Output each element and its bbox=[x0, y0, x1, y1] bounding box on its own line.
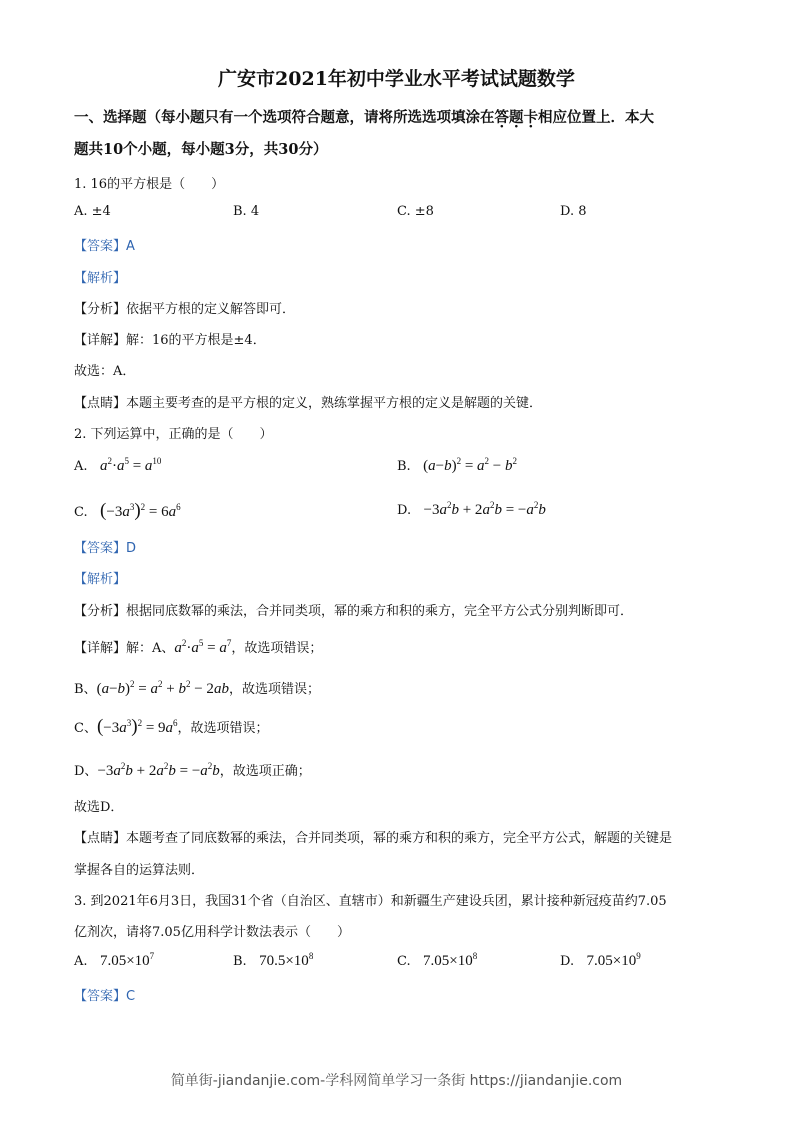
footer-watermark: 简单街-jiandanjie.com-学科网简单学习一条街 https://jiandanjie.com bbox=[170, 1073, 623, 1089]
q1-option-b: B. 4 bbox=[233, 204, 260, 219]
q2-xiangjie-c bbox=[74, 716, 269, 738]
q2-xiangjie-b-formula: $(a-b)^2 = a^2 + b^2 - 2ab$ bbox=[96, 679, 229, 697]
q2-dianjing-line1: 【点睛】本题考查了同底数幂的乘法，合并同类项，幂的乘方和积的乘方，完全平方公式，解题的关键是 bbox=[74, 831, 673, 846]
option-label: C. bbox=[397, 954, 411, 969]
answer-value: A bbox=[126, 239, 135, 254]
q3-option-c bbox=[397, 953, 477, 970]
q1-dianjing: 【点睛】本题主要考查的是平方根的定义，熟练掌握平方根的定义是解题的关键． bbox=[74, 396, 543, 411]
q2-option-a-formula: $a^2\cdot a^5 = a^{10}$ bbox=[99, 456, 162, 474]
line-prefix: C、 bbox=[74, 721, 97, 736]
q3-option-b bbox=[233, 953, 313, 970]
q1-answer bbox=[74, 235, 135, 254]
q3-stem-line1: 3. 到2021年6月3日，我国31个省（自治区、直辖市）和新疆生产建设兵团，累计接种新冠疫苗约7.05 bbox=[74, 894, 667, 909]
q2-option-c bbox=[74, 500, 181, 522]
answer-value: D bbox=[126, 541, 137, 556]
xiangjie-prefix: 【详解】解：A、 bbox=[74, 641, 175, 656]
q1-stem: 1. 16的平方根是（ ） bbox=[74, 177, 225, 192]
emphasis-char: 题 bbox=[509, 109, 524, 126]
q2-option-d-formula: $-3a^2b + 2a^2b = -a^2b$ bbox=[423, 500, 546, 518]
line-suffix: ，故选项错误； bbox=[231, 641, 323, 656]
q2-guxuan: 故选D． bbox=[74, 800, 124, 815]
q1-option-c: C. ±8 bbox=[397, 204, 434, 219]
emphasis-char: 卡 bbox=[523, 109, 538, 126]
q1-xiangjie: 【详解】解：16的平方根是±4． bbox=[74, 333, 266, 348]
section-heading-a: 一、选择题（每小题只有一个选项符合题意，请将所选选项填涂在 bbox=[74, 109, 495, 126]
page-title: 广安市2021年初中学业水平考试试题数学 bbox=[218, 68, 575, 90]
emphasis-char: 答 bbox=[494, 109, 509, 126]
q3-option-a bbox=[74, 953, 154, 970]
q3-option-b-formula: $70.5\times 10^8$ bbox=[259, 951, 314, 969]
section-heading-emph bbox=[495, 109, 539, 126]
q2-dianjing-line2: 掌握各自的运算法则． bbox=[74, 863, 205, 878]
q2-answer bbox=[74, 537, 136, 556]
answer-label: 【答案】 bbox=[74, 989, 127, 1004]
line-prefix: B、 bbox=[74, 682, 97, 697]
q2-fenxi: 【分析】根据同底数幂的乘法，合并同类项，幂的乘方和积的乘方，完全平方公式分别判断即可． bbox=[74, 604, 634, 619]
q2-stem: 2. 下列运算中，正确的是（ ） bbox=[74, 427, 273, 442]
line-suffix: ，故选项错误； bbox=[228, 682, 320, 697]
q1-option-a: A. ±4 bbox=[74, 204, 111, 219]
q2-xiangjie-c-formula: $(-3a^3)^2 = 9a^6$ bbox=[96, 716, 178, 737]
answer-label: 【答案】 bbox=[74, 239, 127, 254]
option-label: A. bbox=[74, 954, 88, 969]
option-label: B. bbox=[233, 954, 247, 969]
q2-xiangjie-b bbox=[74, 678, 320, 698]
section-heading-line2: 题共10个小题，每小题3分，共30分） bbox=[74, 141, 328, 158]
option-label: D. bbox=[560, 954, 575, 969]
q3-stem-line2: 亿剂次，请将7.05亿用科学计数法表示（ ） bbox=[74, 925, 350, 940]
q2-xiangjie-d-formula: $-3a^2b + 2a^2b = -a^2b$ bbox=[97, 761, 220, 779]
q2-option-b bbox=[397, 458, 517, 475]
section-heading-line1 bbox=[74, 106, 654, 127]
q2-option-c-formula: $(-3a^3)^2 = 6a^6$ bbox=[100, 500, 181, 521]
line-prefix: D、 bbox=[74, 764, 98, 779]
q1-fenxi: 【分析】依据平方根的定义解答即可． bbox=[74, 302, 296, 317]
q3-option-d bbox=[560, 953, 641, 970]
q3-option-c-formula: $7.05\times 10^8$ bbox=[423, 951, 478, 969]
option-label: D. bbox=[397, 503, 412, 518]
option-label: C. bbox=[74, 505, 88, 520]
q2-option-d bbox=[397, 502, 546, 519]
answer-value: C bbox=[126, 989, 136, 1004]
line-suffix: ，故选项正确； bbox=[219, 764, 311, 779]
section-heading-b: 相应位置上．本大 bbox=[538, 109, 654, 126]
q2-xiangjie-d bbox=[74, 760, 311, 780]
answer-label: 【答案】 bbox=[74, 541, 127, 556]
q1-analysis-label: 【解析】 bbox=[74, 271, 127, 286]
q1-guxuan: 故选：A． bbox=[74, 364, 136, 379]
option-label: A. bbox=[74, 459, 88, 474]
q1-option-d: D. 8 bbox=[560, 204, 587, 219]
q3-option-a-formula: $7.05\times 10^7$ bbox=[99, 951, 155, 969]
q2-option-a bbox=[74, 458, 161, 475]
q2-analysis-label: 【解析】 bbox=[74, 572, 127, 587]
q2-option-b-formula: $(a-b)^2 = a^2 - b^2$ bbox=[423, 456, 517, 474]
q3-option-d-formula: $7.05\times 10^9$ bbox=[586, 951, 641, 969]
line-suffix: ，故选项错误； bbox=[177, 721, 269, 736]
q2-xiangjie-a bbox=[74, 637, 322, 657]
q2-xiangjie-a-formula: $a^2\cdot a^5 = a^7$ bbox=[174, 638, 232, 656]
option-label: B. bbox=[397, 459, 411, 474]
q3-answer bbox=[74, 985, 135, 1004]
